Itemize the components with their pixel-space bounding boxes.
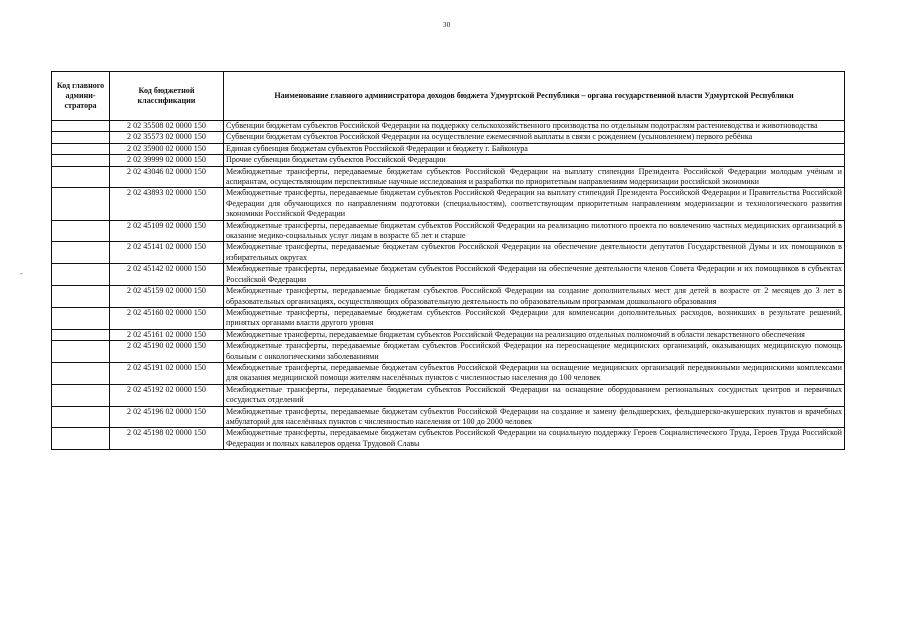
- table-row: [52, 264, 845, 286]
- revenue-name-cell: Прочие субвенции бюджетам субъектов Российской Федерации: [224, 155, 845, 166]
- header-budget-code: Код бюджетной классификации: [110, 72, 224, 121]
- revenue-name-cell: Субвенции бюджетам субъектов Российской Федерации на осуществление ежемесячной выплаты в связи с рождением (усыновлением) первого ребёнка: [224, 132, 845, 143]
- revenue-name-cell: Межбюджетные трансферты, передаваемые бюджетам субъектов Российской Федерации на обеспечение деятельности членов Совета Федерации и их помощников в субъектах Российской Федерации: [224, 264, 845, 286]
- budget-code-cell: 2 02 45160 02 0000 150: [110, 307, 224, 329]
- budget-code-cell: 2 02 45109 02 0000 150: [110, 220, 224, 242]
- table-row: [52, 220, 845, 242]
- revenue-name-cell: Межбюджетные трансферты, передаваемые бюджетам субъектов Российской Федерации на выплату стипендии Президента Российской Федерации молодым учёным и аспирантам, осуществляющим перспективные научные исследования и разработки по приоритетным направлениям модернизации российской экономики: [224, 166, 845, 188]
- admin-code-cell: [52, 384, 110, 406]
- budget-code-cell: 2 02 45142 02 0000 150: [110, 264, 224, 286]
- table-header-row: [52, 72, 845, 121]
- budget-code-cell: 2 02 35573 02 0000 150: [110, 132, 224, 143]
- budget-code-cell: 2 02 45190 02 0000 150: [110, 341, 224, 363]
- table-row: [52, 166, 845, 188]
- header-admin-code: Код главного админи-стратора: [52, 72, 110, 121]
- admin-code-cell: [52, 264, 110, 286]
- admin-code-cell: [52, 406, 110, 428]
- budget-code-cell: 2 02 45159 02 0000 150: [110, 286, 224, 308]
- revenue-name-cell: Единая субвенция бюджетам субъектов Российской Федерации и бюджету г. Байконура: [224, 143, 845, 154]
- table-row: [52, 329, 845, 340]
- table-row: [52, 384, 845, 406]
- header-administrator-name: Наименование главного администратора доходов бюджета Удмуртской Республики – органа государственной власти Удмуртской Республики: [224, 72, 845, 121]
- revenue-name-cell: Межбюджетные трансферты, передаваемые бюджетам субъектов Российской Федерации на социальную поддержку Героев Социалистического Труда, Героев Труда Российской Федерации и полных кавалеров ордена Трудовой Славы: [224, 428, 845, 450]
- admin-code-cell: [52, 121, 110, 132]
- table-row: [52, 362, 845, 384]
- page-number: 30: [443, 21, 451, 29]
- budget-code-cell: 2 02 45141 02 0000 150: [110, 242, 224, 264]
- table-row: [52, 121, 845, 132]
- revenue-name-cell: Межбюджетные трансферты, передаваемые бюджетам субъектов Российской Федерации на реализацию пилотного проекта по вовлечению частных медицинских организаций в оказание медико-социальных услуг лицам в возрасте 65 лет и старше: [224, 220, 845, 242]
- table-row: [52, 406, 845, 428]
- admin-code-cell: [52, 428, 110, 450]
- margin-mark: -: [20, 269, 23, 278]
- budget-code-cell: 2 02 39999 02 0000 150: [110, 155, 224, 166]
- admin-code-cell: [52, 188, 110, 220]
- admin-code-cell: [52, 220, 110, 242]
- budget-code-cell: 2 02 45196 02 0000 150: [110, 406, 224, 428]
- table-row: [52, 155, 845, 166]
- table-row: [52, 428, 845, 450]
- revenue-name-cell: Межбюджетные трансферты, передаваемые бюджетам субъектов Российской Федерации на обеспечение деятельности депутатов Государственной Думы и их помощников в избирательных округах: [224, 242, 845, 264]
- revenue-name-cell: Межбюджетные трансферты, передаваемые бюджетам субъектов Российской Федерации на создание дополнительных мест для детей в возрасте от 2 месяцев до 3 лет в образовательных организациях, осуществляющих образовательную деятельность по образовательным программам дошкольного образования: [224, 286, 845, 308]
- table-row: [52, 242, 845, 264]
- table-row: [52, 188, 845, 220]
- budget-code-cell: 2 02 45192 02 0000 150: [110, 384, 224, 406]
- revenue-name-cell: Межбюджетные трансферты, передаваемые бюджетам субъектов Российской Федерации на выплату стипендий Президента Российской Федерации и Правительства Российской Федерации для обучающихся по направлениям подготовки (специальностям), соответствующим приоритетным направлениям модернизации и технологического развития экономики Российской Федерации: [224, 188, 845, 220]
- revenue-name-cell: Субвенции бюджетам субъектов Российской Федерации на поддержку сельскохозяйственного производства по отдельным подотраслям растениеводства и животноводства: [224, 121, 845, 132]
- table-row: [52, 307, 845, 329]
- table-row: [52, 132, 845, 143]
- table-row: [52, 286, 845, 308]
- admin-code-cell: [52, 329, 110, 340]
- revenue-name-cell: Межбюджетные трансферты, передаваемые бюджетам субъектов Российской Федерации на оснащение медицинских организаций передвижными медицинскими комплексами для оказания медицинской помощи жителям населённых пунктов с численностью населения до 100 человек: [224, 362, 845, 384]
- admin-code-cell: [52, 132, 110, 143]
- budget-code-cell: 2 02 45161 02 0000 150: [110, 329, 224, 340]
- budget-code-cell: 2 02 43046 02 0000 150: [110, 166, 224, 188]
- admin-code-cell: [52, 362, 110, 384]
- admin-code-cell: [52, 286, 110, 308]
- admin-code-cell: [52, 155, 110, 166]
- admin-code-cell: [52, 307, 110, 329]
- budget-code-cell: 2 02 45198 02 0000 150: [110, 428, 224, 450]
- budget-revenue-table: [51, 71, 845, 450]
- revenue-name-cell: Межбюджетные трансферты, передаваемые бюджетам субъектов Российской Федерации на создание и замену фельдшерских, фельдшерско-акушерских пунктов и врачебных амбулаторий для населённых пунктов с численностью населения от 100 до 2000 человек: [224, 406, 845, 428]
- admin-code-cell: [52, 242, 110, 264]
- budget-code-cell: 2 02 45191 02 0000 150: [110, 362, 224, 384]
- table-body: [52, 121, 845, 450]
- admin-code-cell: [52, 341, 110, 363]
- table-row: [52, 341, 845, 363]
- budget-code-cell: 2 02 35508 02 0000 150: [110, 121, 224, 132]
- table-row: [52, 143, 845, 154]
- revenue-name-cell: Межбюджетные трансферты, передаваемые бюджетам субъектов Российской Федерации на реализацию отдельных полномочий в области лекарственного обеспечения: [224, 329, 845, 340]
- budget-code-cell: 2 02 35900 02 0000 150: [110, 143, 224, 154]
- revenue-name-cell: Межбюджетные трансферты, передаваемые бюджетам субъектов Российской Федерации на оснащение оборудованием региональных сосудистых центров и первичных сосудистых отделений: [224, 384, 845, 406]
- admin-code-cell: [52, 166, 110, 188]
- revenue-name-cell: Межбюджетные трансферты, передаваемые бюджетам субъектов Российской Федерации на переоснащение медицинских организаций, оказывающих медицинскую помощь больным с онкологическими заболеваниями: [224, 341, 845, 363]
- admin-code-cell: [52, 143, 110, 154]
- revenue-name-cell: Межбюджетные трансферты, передаваемые бюджетам субъектов Российской Федерации для компенсации дополнительных расходов, возникших в результате решений, принятых органами власти другого уровня: [224, 307, 845, 329]
- budget-code-cell: 2 02 43893 02 0000 150: [110, 188, 224, 220]
